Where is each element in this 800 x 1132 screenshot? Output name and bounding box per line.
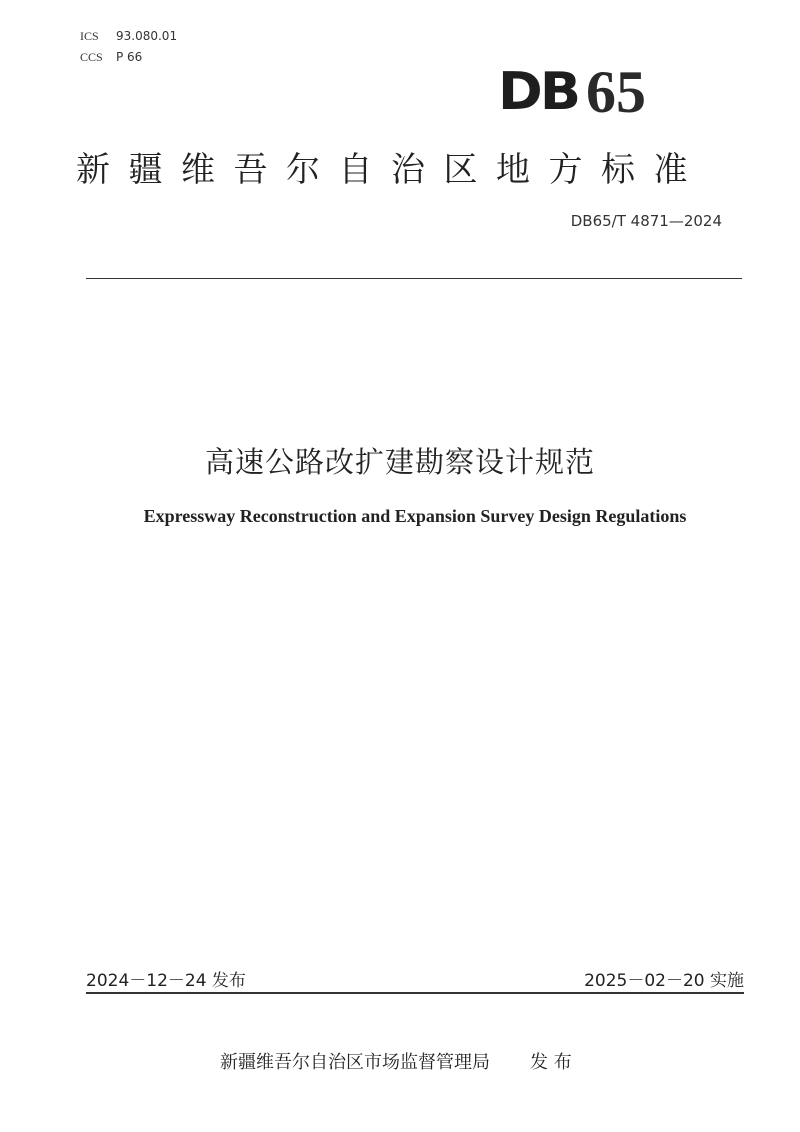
document-title-zh: 高速公路改扩建勘察设计规范 bbox=[204, 445, 595, 479]
standard-type: 新疆维吾尔自治区地方标准 bbox=[76, 150, 706, 190]
document-title-en: Expressway Reconstruction and Expansion Survey Design Regulations bbox=[143, 506, 687, 526]
ccs-row bbox=[80, 47, 177, 68]
db65-logo bbox=[498, 59, 646, 125]
standard-number: DB65/T 4871—2024 bbox=[570, 212, 722, 230]
top-divider bbox=[86, 278, 742, 279]
effective-date: 2025－02－20 实施 bbox=[584, 971, 744, 991]
bottom-divider bbox=[86, 992, 744, 994]
issue-date: 2024－12－24 发布 bbox=[86, 971, 246, 991]
ics-label: ICS bbox=[80, 29, 99, 43]
classification-codes bbox=[80, 26, 177, 68]
ics-row bbox=[80, 26, 177, 47]
issuer-action: 发 布 bbox=[530, 1052, 572, 1073]
logo-number: 65 bbox=[585, 59, 646, 125]
ccs-label: CCS bbox=[80, 50, 103, 64]
issuer-name: 新疆维吾尔自治区市场监督管理局 bbox=[220, 1052, 490, 1073]
logo-prefix: DB bbox=[498, 61, 578, 122]
ccs-value: P 66 bbox=[116, 50, 143, 64]
issuer bbox=[220, 1048, 572, 1074]
ics-value: 93.080.01 bbox=[116, 29, 178, 43]
